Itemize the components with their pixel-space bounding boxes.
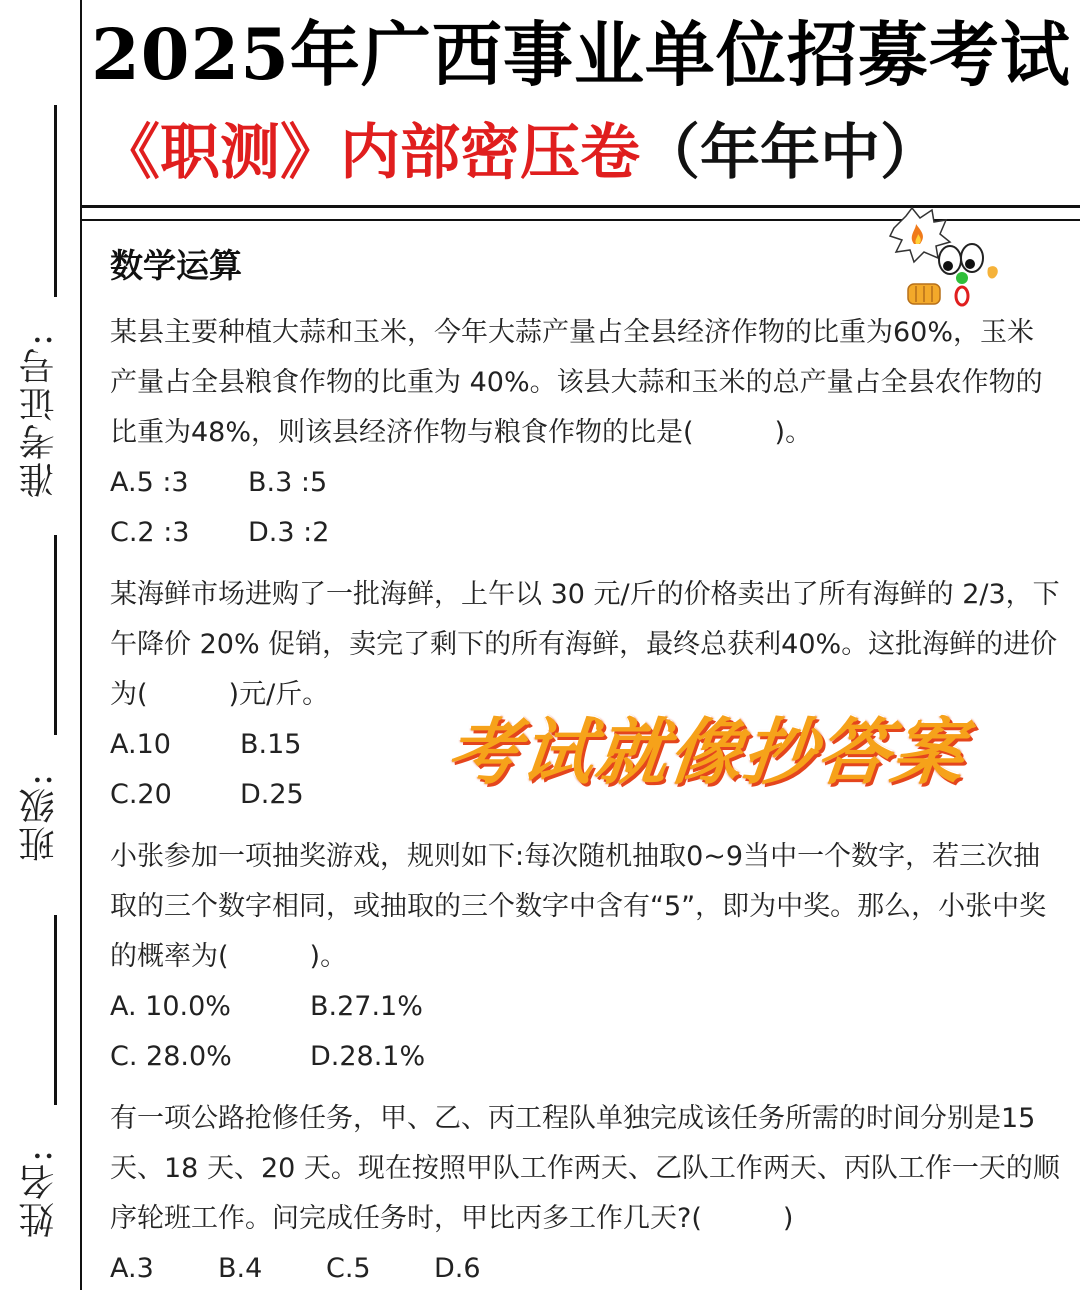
section-title: 数学运算 [110,246,242,285]
question-3 [110,832,1060,1082]
class-label: 班级: [19,771,60,862]
option-c: C.20 [110,779,172,810]
name-label: 姓名: [19,1147,60,1238]
option-a: A. 10.0% [110,991,231,1022]
subtitle-black: （年年中） [640,118,940,188]
question-text: 某海鲜市场进购了一批海鲜，上午以 30 元/斤的价格卖出了所有海鲜的 2/3，下午降价 20% 促销，卖完了剩下的所有海鲜，最终总获利40%。这批海鲜的进价为( )元/斤。 [110,579,1060,710]
binding-divider [80,0,82,1290]
option-b: B.15 [240,729,302,760]
exam-id-write-line [54,105,57,297]
class-write-line [54,535,57,735]
page-subtitle [100,108,1080,198]
option-b: B.3 :5 [248,467,328,498]
exam-id-label: 准考证号: [19,331,60,498]
question-text: 某县主要种植大蒜和玉米，今年大蒜产量占全县经济作物的比重为60%，玉米产量占全县粮食作物的比重为 40%。该县大蒜和玉米的总产量占全县农作物的比重为48%，则该县经济作物与粮食作物的比是( )。 [110,317,1043,448]
name-write-line [54,915,57,1105]
option-a: A.3 [110,1253,154,1284]
question-text: 小张参加一项抽奖游戏，规则如下:每次随机抽取0~9当中一个数字，若三次抽取的三个数字相同，或抽取的三个数字中含有“5”，即为中奖。那么，小张中奖的概率为( )。 [110,841,1047,972]
question-options [110,458,1060,558]
option-b: B.4 [218,1253,263,1284]
binding-strip [0,0,82,1299]
question-text: 有一项公路抢修任务，甲、乙、丙工程队单独完成该任务所需的时间分别是15天、18 天、20 天。现在按照甲队工作两天、乙队工作两天、丙队工作一天的顺序轮班工作。问完成任务时，甲比丙多工作几天?( ) [110,1103,1060,1234]
option-d: D.25 [240,779,304,810]
question-options [110,1244,1060,1294]
option-b: B.27.1% [310,991,423,1022]
promo-stamp-text: 考试就像抄答案 [442,710,970,794]
option-c: C.5 [326,1253,371,1284]
option-d: D.6 [434,1253,481,1284]
option-c: C. 28.0% [110,1041,232,1072]
question-options [110,982,1060,1082]
question-4 [110,1094,1060,1294]
subtitle-red: 《职测》内部密压卷 [100,118,640,188]
option-d: D.28.1% [310,1041,426,1072]
option-a: A.5 :3 [110,467,189,498]
question-1 [110,308,1060,558]
option-c: C.2 :3 [110,517,190,548]
option-d: D.3 :2 [248,517,330,548]
page-title: 2025年广西事业单位招募考试 [91,13,1071,96]
option-a: A.10 [110,729,171,760]
